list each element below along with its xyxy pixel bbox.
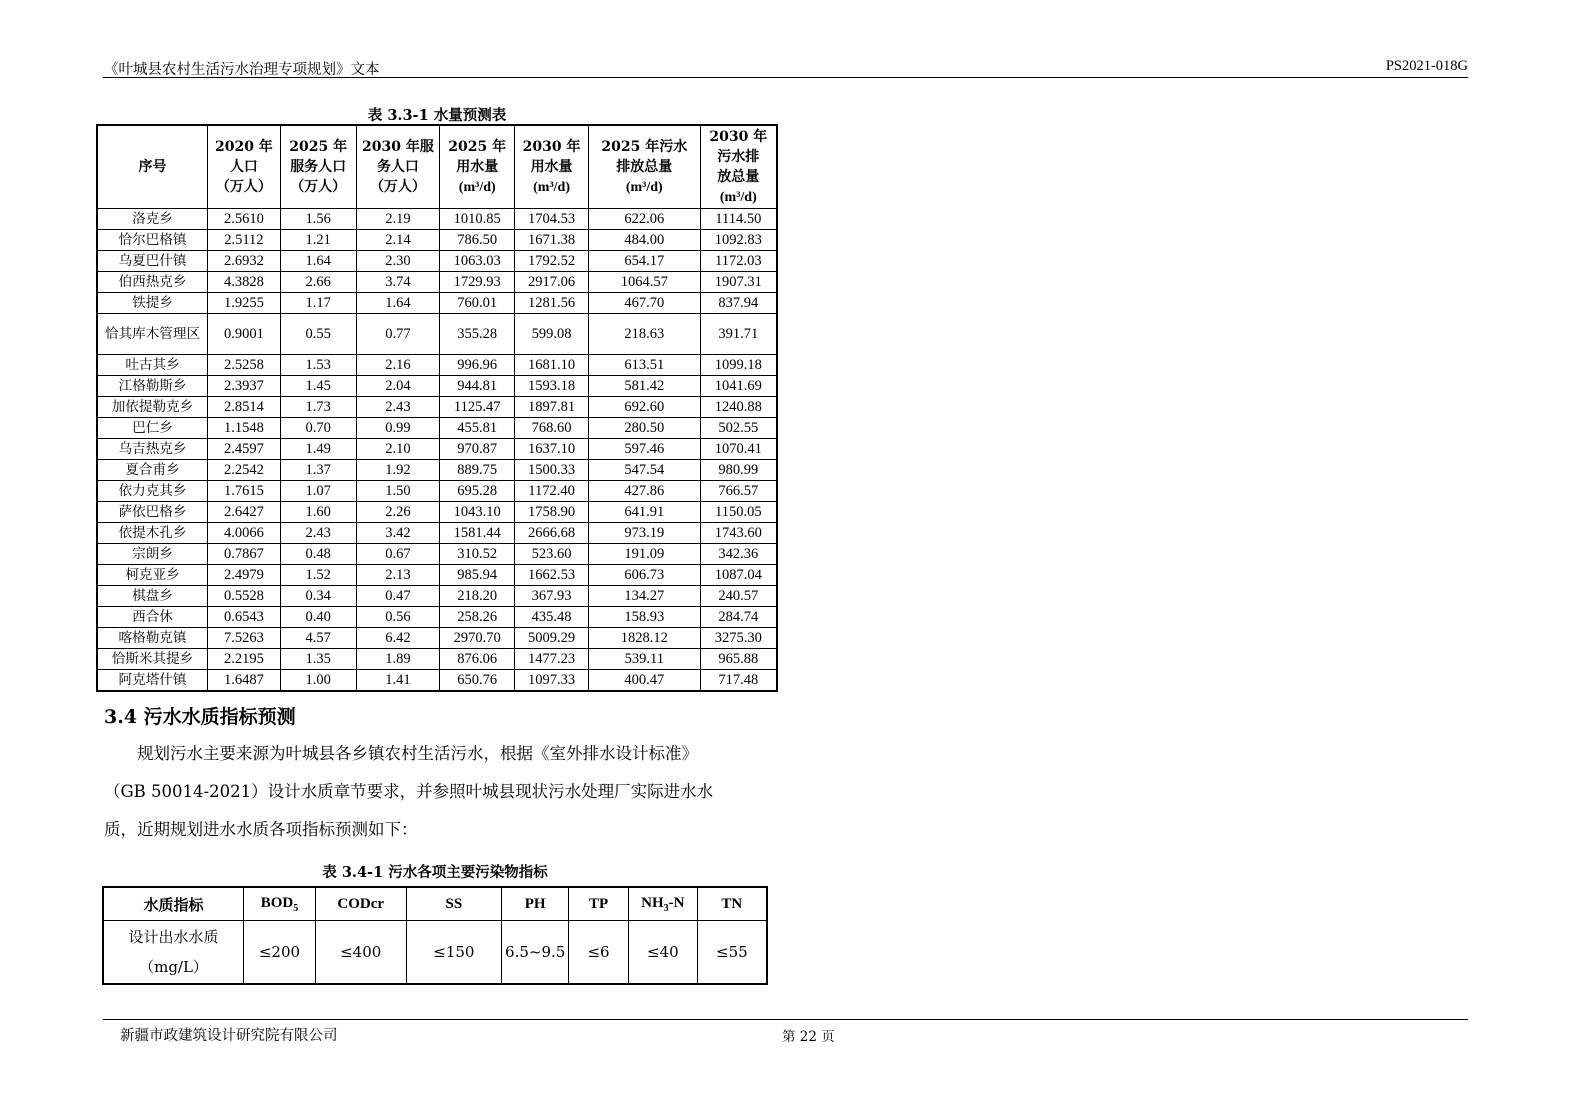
table1-value: 597.46 <box>588 439 700 460</box>
table1-value: 1.07 <box>280 481 356 502</box>
table1-value: 240.57 <box>700 586 777 607</box>
table1-value: 2666.68 <box>515 523 589 544</box>
table1-value: 1.52 <box>280 565 356 586</box>
table1-row <box>97 314 777 355</box>
table1-value: 1070.41 <box>700 439 777 460</box>
table1-value: 1.60 <box>280 502 356 523</box>
table1-value: 0.7867 <box>208 544 281 565</box>
table1-value: 0.70 <box>280 418 356 439</box>
table1-value: 650.76 <box>440 670 515 692</box>
table1-value: 0.48 <box>280 544 356 565</box>
table1-value: 1.37 <box>280 460 356 481</box>
table1-value: 1671.38 <box>515 230 589 251</box>
table1-value: 191.09 <box>588 544 700 565</box>
table1-value: 2.8514 <box>208 397 281 418</box>
table1-value: 889.75 <box>440 460 515 481</box>
table1-value: 3275.30 <box>700 628 777 649</box>
ph-value: 6.5~9.5 <box>502 921 569 985</box>
table1-row <box>97 230 777 251</box>
table1-value: 1.9255 <box>208 293 281 314</box>
township-name: 伯西热克乡 <box>97 272 208 293</box>
table1-value: 1477.23 <box>515 649 589 670</box>
table1-value: 1500.33 <box>515 460 589 481</box>
table1-value: 965.88 <box>700 649 777 670</box>
table1-value: 641.91 <box>588 502 700 523</box>
ss-header: SS <box>406 887 502 921</box>
table1-value: 717.48 <box>700 670 777 692</box>
bod-value: ≤200 <box>244 921 316 985</box>
table1-value: 1.49 <box>280 439 356 460</box>
table1-value: 1125.47 <box>440 397 515 418</box>
header-divider <box>103 77 1468 78</box>
table1-value: 218.63 <box>588 314 700 355</box>
table1-value: 1.17 <box>280 293 356 314</box>
table1-value: 1.35 <box>280 649 356 670</box>
table1-value: 1704.53 <box>515 209 589 230</box>
quality-index-header: 水质指标 <box>103 887 244 921</box>
bod-header: $BOD_5$ <box>244 887 316 921</box>
table1-value: 0.99 <box>356 418 440 439</box>
table1-value: 996.96 <box>440 355 515 376</box>
township-name: 夏合甫乡 <box>97 460 208 481</box>
township-name: 巴仁乡 <box>97 418 208 439</box>
table1-value: 280.50 <box>588 418 700 439</box>
table1-value: 1758.90 <box>515 502 589 523</box>
table1-row <box>97 460 777 481</box>
table1-value: 1743.60 <box>700 523 777 544</box>
quality-row-label: 设计出水水质 （mg/L） <box>103 921 244 985</box>
table1-value: 427.86 <box>588 481 700 502</box>
township-name: 喀格勒克镇 <box>97 628 208 649</box>
section-paragraph <box>104 735 764 849</box>
table1-value: 837.94 <box>700 293 777 314</box>
table1-value: 622.06 <box>588 209 700 230</box>
table1-value: 0.55 <box>280 314 356 355</box>
table1-value: 1662.53 <box>515 565 589 586</box>
table1-value: 1593.18 <box>515 376 589 397</box>
township-name: 恰尔巴格镇 <box>97 230 208 251</box>
tp-header: TP <box>569 887 629 921</box>
table1-value: 0.40 <box>280 607 356 628</box>
table1-value: 606.73 <box>588 565 700 586</box>
township-name: 铁提乡 <box>97 293 208 314</box>
table1-value: 1.64 <box>356 293 440 314</box>
table1-value: 2.19 <box>356 209 440 230</box>
section-heading: 3.4 污水水质指标预测 <box>104 706 296 728</box>
table1-value: 1087.04 <box>700 565 777 586</box>
table1-value: 654.17 <box>588 251 700 272</box>
township-name: 乌吉热克乡 <box>97 439 208 460</box>
table1-value: 1.41 <box>356 670 440 692</box>
table1-value: 1064.57 <box>588 272 700 293</box>
table1-value: 973.19 <box>588 523 700 544</box>
table1-value: 2.5258 <box>208 355 281 376</box>
table1-value: 0.67 <box>356 544 440 565</box>
table1-row <box>97 397 777 418</box>
table1-value: 158.93 <box>588 607 700 628</box>
table1-row <box>97 523 777 544</box>
table1-value: 2.4979 <box>208 565 281 586</box>
table1-value: 944.81 <box>440 376 515 397</box>
table1-value: 581.42 <box>588 376 700 397</box>
township-name: 洛克乡 <box>97 209 208 230</box>
table1-value: 1.89 <box>356 649 440 670</box>
table1-value: 2.04 <box>356 376 440 397</box>
table1-value: 1.7615 <box>208 481 281 502</box>
table1-value: 400.47 <box>588 670 700 692</box>
table1-value: 980.99 <box>700 460 777 481</box>
township-name: 恰斯米其提乡 <box>97 649 208 670</box>
footer-divider <box>103 1019 1468 1020</box>
table1-value: 1172.03 <box>700 251 777 272</box>
table1-value: 2.43 <box>280 523 356 544</box>
table1-row <box>97 272 777 293</box>
table1-value: 1581.44 <box>440 523 515 544</box>
table1-caption: 表 3.3-1 水量预测表 <box>367 107 507 124</box>
table1-value: 258.26 <box>440 607 515 628</box>
paragraph-line: （GB 50014-2021）设计水质章节要求，并参照叶城县现状污水处理厂实际进水水 <box>104 782 714 801</box>
table1-row <box>97 544 777 565</box>
township-name: 柯克亚乡 <box>97 565 208 586</box>
table1-row <box>97 439 777 460</box>
tn-header: TN <box>697 887 767 921</box>
table1-value: 985.94 <box>440 565 515 586</box>
cod-value: ≤400 <box>315 921 406 985</box>
table1-value: 523.60 <box>515 544 589 565</box>
nh3n-value: ≤40 <box>628 921 697 985</box>
table1-value: 455.81 <box>440 418 515 439</box>
table1-value: 435.48 <box>515 607 589 628</box>
table1-value: 876.06 <box>440 649 515 670</box>
table1-value: 0.56 <box>356 607 440 628</box>
table1-value: 1010.85 <box>440 209 515 230</box>
table1-value: 0.6543 <box>208 607 281 628</box>
township-name: 江格勒斯乡 <box>97 376 208 397</box>
table1-value: 2.10 <box>356 439 440 460</box>
table1-value: 2.13 <box>356 565 440 586</box>
table1-header-cell: 2025 年 用水量 (m³/d) <box>440 125 515 209</box>
township-name: 恰其库木管理区 <box>97 314 208 355</box>
table1-header-cell: 2025 年污水 排放总量 (m³/d) <box>588 125 700 209</box>
table1-header-cell: 2030 年 用水量 (m³/d) <box>515 125 589 209</box>
table1-value: 0.9001 <box>208 314 281 355</box>
table1-value: 502.55 <box>700 418 777 439</box>
table1-value: 2917.06 <box>515 272 589 293</box>
table1-value: 1.6487 <box>208 670 281 692</box>
table1-value: 2.14 <box>356 230 440 251</box>
township-name: 萨依巴格乡 <box>97 502 208 523</box>
township-name: 依提木孔乡 <box>97 523 208 544</box>
table1-value: 2.5112 <box>208 230 281 251</box>
ss-value: ≤150 <box>406 921 502 985</box>
table1-value: 3.74 <box>356 272 440 293</box>
table1-value: 2.2542 <box>208 460 281 481</box>
table1-value: 599.08 <box>515 314 589 355</box>
table1-value: 1.45 <box>280 376 356 397</box>
table1-row <box>97 481 777 502</box>
table1-value: 2.3937 <box>208 376 281 397</box>
table1-value: 1281.56 <box>515 293 589 314</box>
table1-value: 0.77 <box>356 314 440 355</box>
table1-value: 0.47 <box>356 586 440 607</box>
table1-value: 484.00 <box>588 230 700 251</box>
table1-value: 4.57 <box>280 628 356 649</box>
footer-company: 新疆市政建筑设计研究院有限公司 <box>120 1028 338 1044</box>
table1-row <box>97 586 777 607</box>
table1-value: 1063.03 <box>440 251 515 272</box>
table1-value: 1240.88 <box>700 397 777 418</box>
table1-value: 2.66 <box>280 272 356 293</box>
table1-header-cell: 2030 年 污水排 放总量 (m³/d) <box>700 125 777 209</box>
table1-value: 342.36 <box>700 544 777 565</box>
table2-row <box>103 921 767 985</box>
table1-row <box>97 355 777 376</box>
table1-header-cell: 2025 年 服务人口 （万人） <box>280 125 356 209</box>
header-doc-code: PS2021-018G <box>1385 58 1468 74</box>
table1-row <box>97 565 777 586</box>
table1-body <box>97 209 777 692</box>
table1-value: 1.56 <box>280 209 356 230</box>
township-name: 棋盘乡 <box>97 586 208 607</box>
table1-value: 760.01 <box>440 293 515 314</box>
table1-value: 1.73 <box>280 397 356 418</box>
table1-value: 1681.10 <box>515 355 589 376</box>
table1-value: 2.4597 <box>208 439 281 460</box>
table1-value: 7.5263 <box>208 628 281 649</box>
table1-value: 0.34 <box>280 586 356 607</box>
header-title: 《叶城县农村生活污水治理专项规划》文本 <box>104 62 380 78</box>
table1-value: 2.6932 <box>208 251 281 272</box>
table1-value: 539.11 <box>588 649 700 670</box>
table1-value: 2.2195 <box>208 649 281 670</box>
table1-header-row <box>97 125 777 209</box>
table1-value: 1828.12 <box>588 628 700 649</box>
table1-value: 1907.31 <box>700 272 777 293</box>
table1-value: 6.42 <box>356 628 440 649</box>
township-name: 宗朗乡 <box>97 544 208 565</box>
table1-value: 4.0066 <box>208 523 281 544</box>
footer-page-number: 第 22 页 <box>782 1029 835 1045</box>
table1-value: 1114.50 <box>700 209 777 230</box>
table2-header-row <box>103 887 767 921</box>
table1-value: 1897.81 <box>515 397 589 418</box>
table1-row <box>97 649 777 670</box>
table1-row <box>97 251 777 272</box>
table1-value: 2.43 <box>356 397 440 418</box>
table1-value: 970.87 <box>440 439 515 460</box>
table1-row <box>97 607 777 628</box>
table1-value: 1.53 <box>280 355 356 376</box>
table1-value: 3.42 <box>356 523 440 544</box>
table1-value: 695.28 <box>440 481 515 502</box>
township-name: 西合休 <box>97 607 208 628</box>
table1-value: 2.26 <box>356 502 440 523</box>
table1-value: 1150.05 <box>700 502 777 523</box>
table1-value: 367.93 <box>515 586 589 607</box>
ph-header: PH <box>502 887 569 921</box>
table1-value: 1792.52 <box>515 251 589 272</box>
table1-row <box>97 502 777 523</box>
table1-value: 547.54 <box>588 460 700 481</box>
table1-value: 5009.29 <box>515 628 589 649</box>
table1-value: 1092.83 <box>700 230 777 251</box>
township-name: 阿克塔什镇 <box>97 670 208 692</box>
table1-row <box>97 209 777 230</box>
table1-value: 4.3828 <box>208 272 281 293</box>
table1-value: 1.50 <box>356 481 440 502</box>
table1-value: 1.64 <box>280 251 356 272</box>
table1-header-cell: 2020 年 人口 （万人） <box>208 125 281 209</box>
table1-value: 1041.69 <box>700 376 777 397</box>
table1-value: 1.21 <box>280 230 356 251</box>
table1-value: 2.6427 <box>208 502 281 523</box>
table1-value: 1.92 <box>356 460 440 481</box>
table1-value: 1097.33 <box>515 670 589 692</box>
table1-value: 391.71 <box>700 314 777 355</box>
tp-value: ≤6 <box>569 921 629 985</box>
township-name: 乌夏巴什镇 <box>97 251 208 272</box>
table1-value: 2.30 <box>356 251 440 272</box>
table1-value: 310.52 <box>440 544 515 565</box>
table2-caption: 表 3.4-1 污水各项主要污染物指标 <box>322 864 548 881</box>
table1-value: 355.28 <box>440 314 515 355</box>
township-name: 吐古其乡 <box>97 355 208 376</box>
table1-value: 134.27 <box>588 586 700 607</box>
table1-value: 613.51 <box>588 355 700 376</box>
table1-row <box>97 628 777 649</box>
water-demand-table <box>96 124 778 692</box>
nh3n-header: $NH_3-N$ <box>628 887 697 921</box>
table1-row <box>97 418 777 439</box>
table1-row <box>97 376 777 397</box>
table1-value: 2.5610 <box>208 209 281 230</box>
table1-value: 1637.10 <box>515 439 589 460</box>
table1-value: 284.74 <box>700 607 777 628</box>
table1-value: 467.70 <box>588 293 700 314</box>
table1-header-cell: 2030 年服 务人口 （万人） <box>356 125 440 209</box>
table1-value: 766.57 <box>700 481 777 502</box>
water-quality-table <box>102 886 768 985</box>
paragraph-line: 规划污水主要来源为叶城县各乡镇农村生活污水，根据《室外排水设计标准》 <box>137 744 698 763</box>
township-name: 依力克其乡 <box>97 481 208 502</box>
table1-row <box>97 293 777 314</box>
table1-value: 2970.70 <box>440 628 515 649</box>
table1-value: 1.00 <box>280 670 356 692</box>
table1-value: 2.16 <box>356 355 440 376</box>
table1-value: 692.60 <box>588 397 700 418</box>
table1-value: 218.20 <box>440 586 515 607</box>
table1-value: 786.50 <box>440 230 515 251</box>
table1-value: 0.5528 <box>208 586 281 607</box>
tn-value: ≤55 <box>697 921 767 985</box>
table1-value: 1043.10 <box>440 502 515 523</box>
table1-value: 768.60 <box>515 418 589 439</box>
table1-value: 1729.93 <box>440 272 515 293</box>
table1-row <box>97 670 777 692</box>
table1-value: 1099.18 <box>700 355 777 376</box>
table1-value: 1.1548 <box>208 418 281 439</box>
table1-value: 1172.40 <box>515 481 589 502</box>
table1-header-cell: 序号 <box>97 125 208 209</box>
cod-header: CODcr <box>315 887 406 921</box>
paragraph-line: 质，近期规划进水水质各项指标预测如下： <box>104 820 418 839</box>
township-name: 加依提勒克乡 <box>97 397 208 418</box>
